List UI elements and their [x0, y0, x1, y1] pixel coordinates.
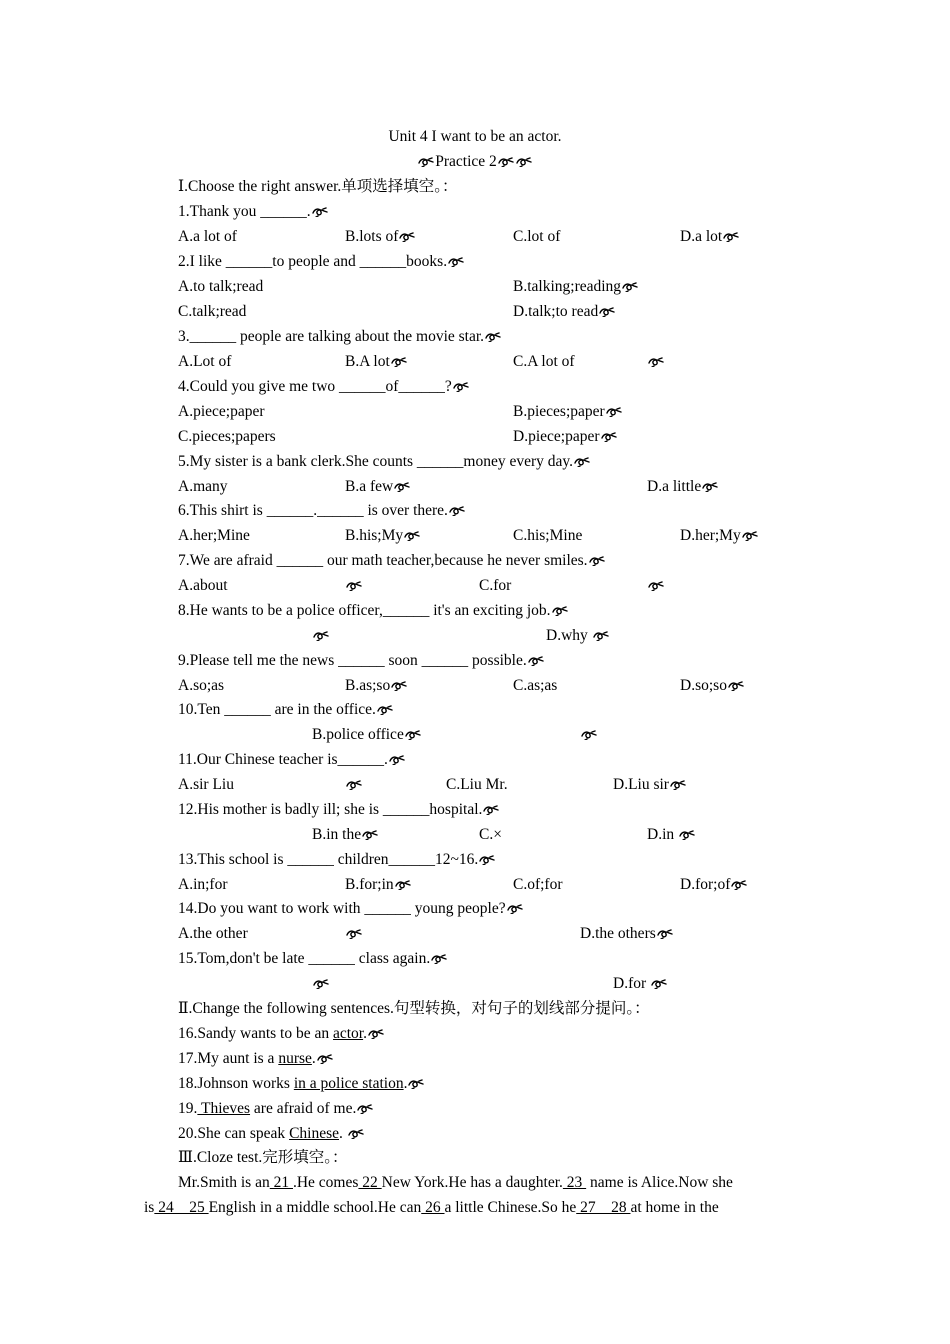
blank-26: 26	[421, 1199, 445, 1216]
swirl-mark-icon	[479, 855, 495, 865]
swirl-mark-icon	[731, 880, 747, 890]
option-c: C.pieces;papers	[178, 428, 276, 445]
question-15-options	[0, 971, 950, 996]
swirl-mark-icon	[593, 631, 609, 641]
option-d: D.talk;to read	[513, 303, 599, 320]
option-c: C.Liu Mr.	[446, 776, 508, 793]
question-13-options	[0, 872, 950, 897]
option-d: D.a lot	[680, 228, 723, 245]
underlined-part: Thieves	[197, 1100, 251, 1117]
swirl-mark-icon	[368, 1029, 384, 1039]
swirl-mark-icon	[670, 780, 686, 790]
swirl-mark-icon	[453, 382, 469, 392]
question-14: 14.Do you want to work with ______ young people?	[0, 896, 950, 921]
swirl-mark-icon	[601, 432, 617, 442]
swirl-mark-icon	[657, 929, 673, 939]
question-2-options-cd	[0, 299, 950, 324]
question-9: 9.Please tell me the news ______ soon ______ possible.	[0, 648, 950, 673]
option-d: D.why	[546, 627, 588, 644]
option-c: C.his;Mine	[513, 527, 583, 544]
swirl-mark-icon	[552, 606, 568, 616]
swirl-mark-icon	[507, 904, 523, 914]
swirl-mark-icon	[742, 531, 758, 541]
swirl-mark-icon	[448, 257, 464, 267]
swirl-mark-icon	[516, 157, 532, 167]
swirl-mark-icon	[418, 157, 434, 167]
question-5-options	[0, 474, 950, 499]
question-15: 15.Tom,don't be late ______ class again.	[0, 946, 950, 971]
question-13: 13.This school is ______ children______12~16.	[0, 847, 950, 872]
question-8: 8.He wants to be a police officer,______ it's an exciting job.	[0, 598, 950, 623]
question-4-options-ab	[0, 399, 950, 424]
swirl-mark-icon	[346, 780, 362, 790]
question-6-options	[0, 523, 950, 548]
option-c: C.×	[479, 826, 502, 843]
option-a: A.in;for	[178, 876, 228, 893]
section-1-heading: Ⅰ.Choose the right answer.单项选择填空。：	[178, 178, 458, 195]
swirl-mark-icon	[404, 531, 420, 541]
worksheet-title: Unit 4 I want to be an actor.	[388, 128, 562, 145]
swirl-mark-icon	[622, 282, 638, 292]
swirl-mark-icon	[377, 705, 393, 715]
option-d: D.the others	[580, 925, 656, 942]
swirl-mark-icon	[648, 581, 664, 591]
blank-24-25: 24 25	[154, 1199, 209, 1216]
option-b: B.A lot	[345, 353, 390, 370]
swirl-mark-icon	[362, 830, 378, 840]
question-10: 10.Ten ______ are in the office.	[0, 697, 950, 722]
question-3: 3.______ people are talking about the movie star.	[0, 324, 950, 349]
swirl-mark-icon	[728, 681, 744, 691]
option-a: A.so;as	[178, 677, 225, 694]
question-16: 16.Sandy wants to be an actor.	[0, 1021, 950, 1046]
practice-subtitle-line	[0, 149, 950, 174]
option-b: B.in the	[312, 826, 362, 843]
question-4-options-cd	[0, 424, 950, 449]
blank-23: 23	[562, 1174, 587, 1191]
question-11-options	[0, 772, 950, 797]
swirl-mark-icon	[498, 157, 514, 167]
option-c: C.talk;read	[178, 303, 247, 320]
option-b: B.as;so	[345, 677, 391, 694]
swirl-mark-icon	[679, 830, 695, 840]
practice-subtitle: Practice 2	[435, 153, 497, 170]
question-4: 4.Could you give me two ______of______?	[0, 374, 950, 399]
blank-21: 21	[269, 1174, 293, 1191]
section-2-heading: Ⅱ.Change the following sentences.句型转换，对句子的划线部分提问。：	[178, 1000, 650, 1017]
swirl-mark-icon	[581, 730, 597, 740]
section-3-heading: Ⅲ.Cloze test.完形填空。：	[178, 1149, 348, 1166]
swirl-mark-icon	[449, 506, 465, 516]
option-a: A.many	[178, 478, 228, 495]
option-a: A.Lot of	[178, 353, 232, 370]
swirl-mark-icon	[589, 556, 605, 566]
underlined-part: Chinese	[289, 1125, 339, 1142]
swirl-mark-icon	[394, 482, 410, 492]
option-a: A.about	[178, 577, 228, 594]
option-c: C.for	[479, 577, 512, 594]
option-d: D.in	[647, 826, 675, 843]
option-b: B.pieces;paper	[513, 403, 605, 420]
swirl-mark-icon	[702, 482, 718, 492]
swirl-mark-icon	[313, 979, 329, 989]
question-1: 1.Thank you ______.	[0, 199, 950, 224]
option-a: A.a lot of	[178, 228, 237, 245]
swirl-mark-icon	[312, 207, 328, 217]
swirl-mark-icon	[723, 232, 739, 242]
option-d: D.Liu sir	[613, 776, 669, 793]
swirl-mark-icon	[408, 1079, 424, 1089]
swirl-mark-icon	[317, 1054, 333, 1064]
question-10-options	[0, 722, 950, 747]
question-20: 20.She can speak Chinese.	[0, 1121, 950, 1146]
swirl-mark-icon	[346, 581, 362, 591]
question-2-options-ab	[0, 274, 950, 299]
cloze-line-1: Mr.Smith is an 21 .He comes 22 New York.He has a daughter. 23 name is Alice.Now she	[178, 1174, 733, 1191]
swirl-mark-icon	[574, 457, 590, 467]
question-5: 5.My sister is a bank clerk.She counts ______money every day.	[0, 449, 950, 474]
swirl-mark-icon	[651, 979, 667, 989]
option-d: D.for;of	[680, 876, 731, 893]
option-b: B.his;My	[345, 527, 404, 544]
question-6: 6.This shirt is ______.______ is over there.	[0, 498, 950, 523]
option-c: C.A lot of	[513, 353, 575, 370]
option-c: C.of;for	[513, 876, 563, 893]
option-d: D.so;so	[680, 677, 727, 694]
swirl-mark-icon	[483, 805, 499, 815]
question-3-options	[0, 349, 950, 374]
question-2: 2.I like ______to people and ______books.	[0, 249, 950, 274]
option-c: C.lot of	[513, 228, 561, 245]
swirl-mark-icon	[648, 357, 664, 367]
option-a: A.her;Mine	[178, 527, 250, 544]
blank-22: 22	[358, 1174, 382, 1191]
swirl-mark-icon	[485, 332, 501, 342]
question-14-options	[0, 921, 950, 946]
cloze-line-2: is 24 25 English in a middle school.He can 26 a little Chinese.So he 27 28 at home in the	[144, 1199, 719, 1216]
question-18: 18.Johnson works in a police station.	[0, 1071, 950, 1096]
question-9-options	[0, 673, 950, 698]
option-d: D.a little	[647, 478, 702, 495]
question-12-options	[0, 822, 950, 847]
option-b: B.lots of	[345, 228, 399, 245]
option-c: C.as;as	[513, 677, 558, 694]
question-7-options	[0, 573, 950, 598]
blank-27-28: 27 28	[576, 1199, 631, 1216]
option-a: A.piece;paper	[178, 403, 265, 420]
underlined-part: nurse	[278, 1050, 312, 1067]
swirl-mark-icon	[395, 880, 411, 890]
swirl-mark-icon	[389, 755, 405, 765]
swirl-mark-icon	[599, 307, 615, 317]
question-7: 7.We are afraid ______ our math teacher,because he never smiles.	[0, 548, 950, 573]
swirl-mark-icon	[346, 929, 362, 939]
option-a: A.sir Liu	[178, 776, 234, 793]
question-8-options	[0, 623, 950, 648]
option-b: B.police office	[312, 726, 404, 743]
question-12: 12.His mother is badly ill; she is ______hospital.	[0, 797, 950, 822]
swirl-mark-icon	[357, 1104, 373, 1114]
swirl-mark-icon	[405, 730, 421, 740]
question-1-options	[0, 224, 950, 249]
option-b: B.talking;reading	[513, 278, 622, 295]
question-17: 17.My aunt is a nurse.	[0, 1046, 950, 1071]
option-b: B.a few	[345, 478, 394, 495]
question-19: 19. Thieves are afraid of me.	[0, 1096, 950, 1121]
swirl-mark-icon	[391, 681, 407, 691]
swirl-mark-icon	[431, 954, 447, 964]
option-d: D.for	[613, 975, 647, 992]
swirl-mark-icon	[313, 631, 329, 641]
question-11: 11.Our Chinese teacher is______.	[0, 747, 950, 772]
option-a: A.to talk;read	[178, 278, 264, 295]
option-b: B.for;in	[345, 876, 394, 893]
option-d: D.piece;paper	[513, 428, 600, 445]
option-a: A.the other	[178, 925, 248, 942]
underlined-part: actor	[332, 1025, 364, 1042]
swirl-mark-icon	[399, 232, 415, 242]
swirl-mark-icon	[606, 407, 622, 417]
underlined-part: in a police station	[293, 1075, 404, 1092]
option-d: D.her;My	[680, 527, 741, 544]
swirl-mark-icon	[391, 357, 407, 367]
swirl-mark-icon	[528, 656, 544, 666]
swirl-mark-icon	[348, 1129, 364, 1139]
